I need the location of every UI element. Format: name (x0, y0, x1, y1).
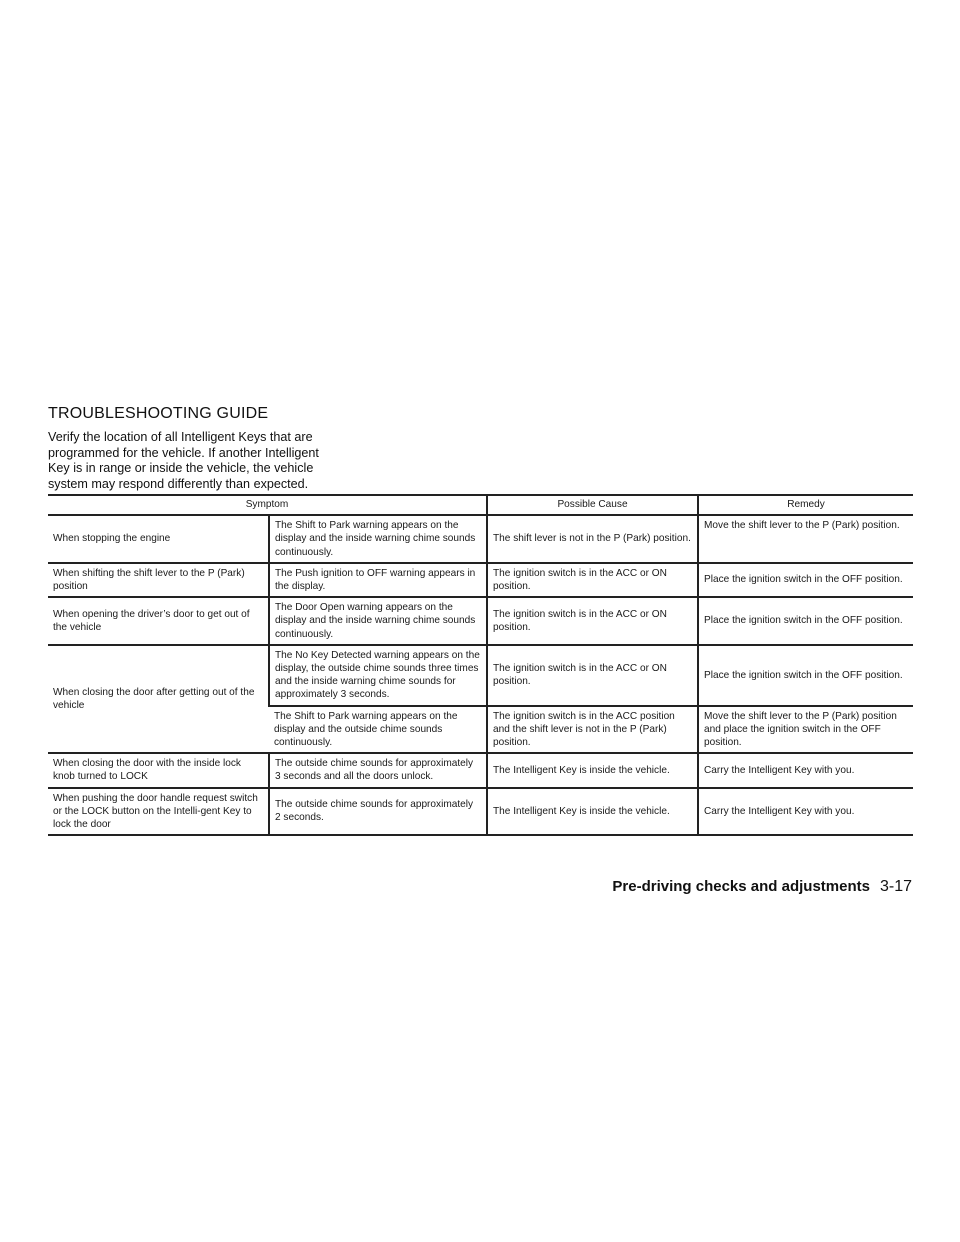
remedy-cell: Carry the Intelligent Key with you. (698, 788, 913, 836)
cause-cell: The Intelligent Key is inside the vehicle. (487, 788, 698, 836)
table-row (48, 597, 913, 645)
cause-cell: The ignition switch is in the ACC or ON position. (487, 645, 698, 706)
condition-cell: The Shift to Park warning appears on the display and the inside warning chime sounds continuously. (269, 515, 487, 563)
troubleshooting-table (48, 496, 913, 836)
symptom-cell: When closing the door after getting out of the vehicle (48, 645, 269, 753)
cause-cell: The shift lever is not in the P (Park) position. (487, 515, 698, 563)
condition-cell: The Push ignition to OFF warning appears in the display. (269, 563, 487, 597)
table-row (48, 563, 913, 597)
remedy-cell: Move the shift lever to the P (Park) position. (698, 515, 913, 563)
remedy-cell: Place the ignition switch in the OFF position. (698, 645, 913, 706)
symptom-cell: When pushing the door handle request switch or the LOCK button on the Intelli-gent Key to lock the door (48, 788, 269, 836)
cause-cell: The Intelligent Key is inside the vehicle. (487, 753, 698, 787)
intro-paragraph: Verify the location of all Intelligent Keys that are programmed for the vehicle. If another Intelligent Key is in range or inside the vehicle, the vehicle system may respond differently than expected. (48, 430, 319, 491)
header-remedy: Remedy (698, 496, 913, 515)
condition-cell: The Shift to Park warning appears on the display and the outside chime sounds continuously. (269, 706, 487, 754)
cause-cell: The ignition switch is in the ACC or ON position. (487, 597, 698, 645)
table-row (48, 788, 913, 836)
table-header-row (48, 496, 913, 515)
section-heading: TROUBLESHOOTING GUIDE (48, 405, 269, 422)
remedy-cell: Carry the Intelligent Key with you. (698, 753, 913, 787)
header-symptom: Symptom (48, 496, 487, 515)
table-row (48, 515, 913, 563)
symptom-cell: When opening the driver’s door to get out of the vehicle (48, 597, 269, 645)
table-row (48, 753, 913, 787)
cause-cell: The ignition switch is in the ACC or ON position. (487, 563, 698, 597)
symptom-cell: When stopping the engine (48, 515, 269, 563)
remedy-cell: Place the ignition switch in the OFF position. (698, 563, 913, 597)
page-number: 3-17 (879, 878, 912, 895)
condition-cell: The outside chime sounds for approximately 2 seconds. (269, 788, 487, 836)
remedy-cell: Place the ignition switch in the OFF position. (698, 597, 913, 645)
header-possible-cause: Possible Cause (487, 496, 698, 515)
condition-cell: The Door Open warning appears on the display and the inside warning chime sounds continuously. (269, 597, 487, 645)
condition-cell: The No Key Detected warning appears on the display, the outside chime sounds three times and the inside warning chime sounds for approximately 3 seconds. (269, 645, 487, 706)
table-row (48, 645, 913, 706)
symptom-cell: When closing the door with the inside lock knob turned to LOCK (48, 753, 269, 787)
chapter-title: Pre-driving checks and adjustments (612, 878, 870, 895)
remedy-cell: Move the shift lever to the P (Park) position and place the ignition switch in the OFF position. (698, 706, 913, 754)
page-footer (612, 878, 912, 896)
condition-cell: The outside chime sounds for approximately 3 seconds and all the doors unlock. (269, 753, 487, 787)
cause-cell: The ignition switch is in the ACC position and the shift lever is not in the P (Park) position. (487, 706, 698, 754)
symptom-cell: When shifting the shift lever to the P (Park) position (48, 563, 269, 597)
